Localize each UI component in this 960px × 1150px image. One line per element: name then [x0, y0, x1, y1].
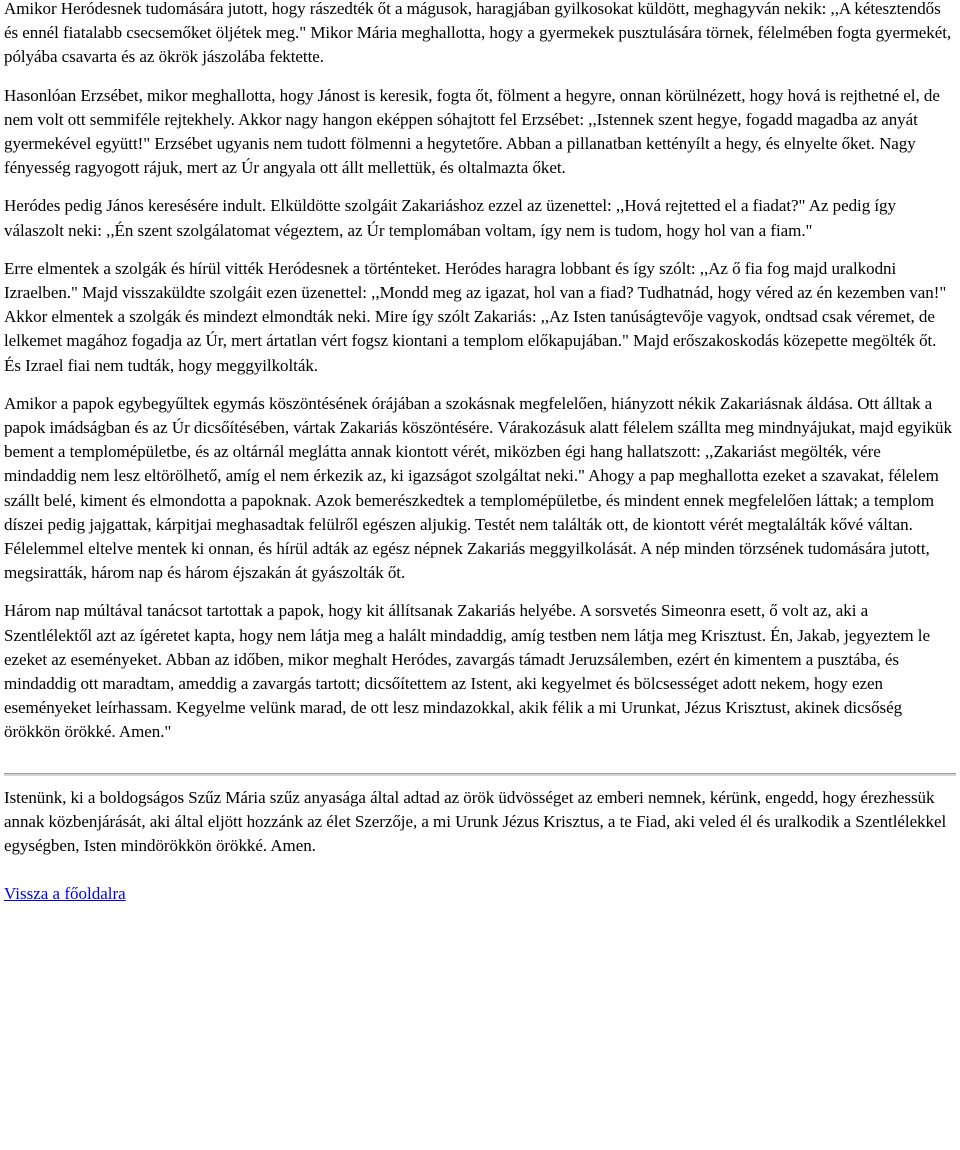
- paragraph-elizabeth-mountain: Hasonlóan Erzsébet, mikor meghallotta, hogy Jánost is keresik, fogta őt, fölment a hegyre, onnan körülnézett, hogy hová is rejthetné el, de nem volt ott semmiféle rejtekhely. Akkor nagy hangon eképpen sóhajtott fel Erzsébet: ,,Istennek szent hegye, fogadd magadba az anyát gyermekével együtt!" Erzsébet ugyanis nem tudott fölmenni a hegytetőre. Abban a pillanatban kettényílt a hegy, és elnyelte őket. Nagy fényesség ragyogott rájuk, mert az Úr angyala ott állt mellettük, és oltalmazta őket.: [4, 85, 940, 178]
- paragraph-simeon-chosen: Három nap múltával tanácsot tartottak a papok, hogy kit állítsanak Zakariás helyébe. A sorsvetés Simeonra esett, ő volt az, aki a Szentlélektől azt az ígéretet kapta, hogy nem látja meg a halált mindaddig, amíg testben nem látja meg Krisztust. Én, Jakab, jegyeztem le ezeket az eseményeket. Abban az időben, mikor meghalt Heródes, zavargás támadt Jeruzsálemben, ezért én kimentem a pusztába, és mindaddig ott maradtam, ameddig a zavargás tartott; dicsőítettem az Istent, aki kegyelmet és bölcsességet adott nekem, hogy ezen eseményeket leírhassam. Kegyelme velünk marad, de ott lesz mindazokkal, akik félik a mi Urunkat, Jézus Krisztust, akinek dicsőség örökkön örökké. Amen.": [4, 601, 930, 742]
- paragraph-herod-seeks-john: Heródes pedig János keresésére indult. Elküldötte szolgáit Zakariáshoz ezzel az üzenettel: ,,Hová rejtetted el a fiadat?" Az pedig így válaszolt neki: ,,Én szent szolgálatomat végeztem, az Úr templomában voltam, így nem is tudom, hogy hol van a fiam.": [4, 196, 896, 240]
- back-to-home-link[interactable]: Vissza a főoldalra: [4, 884, 126, 904]
- closing-prayer: Istenünk, ki a boldogságos Szűz Mária szűz anyasága által adtad az örök üdvösséget az emberi nemnek, kérünk, engedd, hogy érezhessük annak közbenjárását, aki által eljött hozzánk az élet Szerzője, a mi Urunk Jézus Krisztus, a te Fiad, aki veled él és uralkodik a Szentlélekkel egységben, Isten mindörökkön örökké. Amen.: [4, 787, 947, 856]
- paragraph-zechariah-killed: Erre elmentek a szolgák és hírül vitték Heródesnek a történteket. Heródes haragra lobbant és így szólt: ,,Az ő fia fog majd uralkodni Izraelben." Majd visszaküldte szolgáit ezen üzenettel: ,,Mondd meg az igazat, hol van a fiad? Tudhatnád, hogy véred az én kezemben van!" Akkor elmentek a szolgák és mindezt elmondták neki. Mire így szólt Zakariás: ,,Az Isten tanúságtevője vagyok, ondtsad csak véremet, de lelkemet magához fogadja az Úr, mert ártatlan vért fogsz kiontani a templom előkapujában." Majd erőszakoskodás közepette megölték őt. És Izrael fiai nem tudták, hogy meggyilkolták.: [4, 258, 947, 375]
- horizontal-divider: [4, 773, 956, 776]
- document-page: [4, 0, 954, 907]
- paragraph-priests-mourning: Amikor a papok egybegyűltek egymás köszöntésének órájában a szokásnak megfelelően, hiányzott nékik Zakariásnak áldása. Ott álltak a papok imádságban és az Úr dicsőítésében, vártak Zakariás köszöntésére. Várakozásuk alatt félelem szállta meg mindnyájukat, majd egyikük bement a templomépületbe, és az oltárnál meglátta annak kiontott vérét, miközben égi hang hallatszott: ,,Zakariást megölték, vére mindaddig nem lesz eltörölhető, amíg el nem érkezik az, ki igazságot szolgáltat neki." Ahogy a pap meghallotta ezeket a szavakat, félelem szállt belé, kiment és elmondotta a papoknak. Azok bemerészkedtek a templomépületbe, és mindent ennek megfelelően láttak; a templom díszei pedig jajgattak, kárpitjai meghasadtak felülről egészen aljukig. Testét nem találták ott, de kiontott vérét megtalálták kővé váltan. Félelemmel eltelve mentek ki onnan, és hírül adták az egész népnek Zakariás meggyilkolását. A nép minden törzsének tudomására jutott, megsiratták, három nap és három éjszakán át gyászolták őt.: [4, 393, 952, 583]
- paragraph-herod-order: Amikor Heródesnek tudomására jutott, hogy rászedték őt a mágusok, haragjában gyilkosokat küldött, meghagyván nekik: ,,A kétesztendős és ennél fiatalabb csecsemőket öljétek meg." Mikor Mária meghallotta, hogy a gyermekek pusztulására törnek, félelmében fogta gyermekét, pólyába csavarta és az ökrök jászolába fektette.: [4, 0, 952, 67]
